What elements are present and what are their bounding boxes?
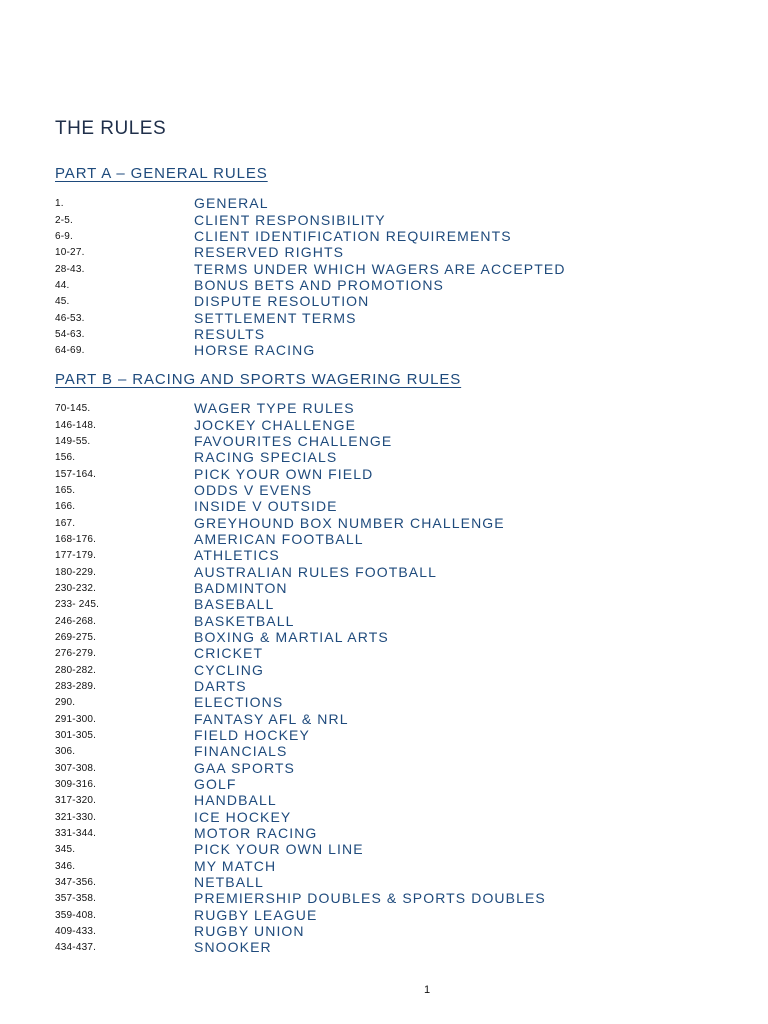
toc-entry-label[interactable]: CRICKET [194, 645, 264, 662]
toc-entry[interactable] [0, 449, 768, 465]
toc-entry-label[interactable]: MY MATCH [194, 857, 277, 874]
toc-entry[interactable] [0, 825, 768, 841]
toc-entry[interactable] [0, 874, 768, 890]
toc-entry-rule-numbers: 44. [55, 279, 70, 291]
toc-entry-label[interactable]: WAGER TYPE RULES [194, 400, 355, 417]
toc-entry-rule-numbers: 283-289. [55, 680, 97, 692]
toc-entry-label[interactable]: BOXING & MARTIAL ARTS [194, 628, 389, 645]
toc-entry-rule-numbers: 64-69. [55, 345, 85, 357]
toc-entry[interactable] [0, 400, 768, 416]
toc-entry[interactable] [0, 645, 768, 661]
toc-entry[interactable] [0, 482, 768, 498]
toc-entry[interactable] [0, 514, 768, 530]
toc-entry-label[interactable]: BADMINTON [194, 579, 288, 596]
toc-entry-label[interactable]: FANTASY AFL & NRL [194, 710, 349, 727]
toc-entry-rule-numbers: 306. [55, 746, 76, 758]
toc-entry-rule-numbers: 321-330. [55, 811, 97, 823]
toc-entry-rule-numbers: 177-179. [55, 550, 97, 562]
toc-entry-rule-numbers: 6-9. [55, 230, 74, 242]
toc-entry[interactable] [0, 710, 768, 726]
toc-entry-rule-numbers: 1. [55, 198, 64, 210]
toc-entry-rule-numbers: 233- 245. [55, 599, 100, 611]
toc-entry-rule-numbers: 276-279. [55, 648, 97, 660]
toc-entry-rule-numbers: 28-43. [55, 263, 85, 275]
toc-entry-rule-numbers: 280-282. [55, 664, 97, 676]
toc-entry[interactable] [0, 612, 768, 628]
toc-entry[interactable] [0, 776, 768, 792]
toc-entry-label[interactable]: ODDS V EVENS [194, 481, 313, 498]
toc-entry-label[interactable]: DISPUTE RESOLUTION [194, 293, 370, 310]
toc-entry-label[interactable]: CYCLING [194, 661, 264, 678]
toc-entry-label[interactable]: NETBALL [194, 873, 264, 890]
toc-entry[interactable] [0, 547, 768, 563]
toc-entry[interactable] [0, 531, 768, 547]
toc-entry-rule-numbers: 167. [55, 517, 76, 529]
toc-entry-rule-numbers: 46-53. [55, 312, 85, 324]
page-number: 1 [424, 984, 431, 996]
toc-entry-label[interactable]: RESERVED RIGHTS [194, 244, 345, 261]
toc-entry-label[interactable]: FINANCIALS [194, 743, 288, 760]
toc-entry-rule-numbers: 359-408. [55, 909, 97, 921]
toc-entry-rule-numbers: 2-5. [55, 214, 74, 226]
toc-entry[interactable] [0, 678, 768, 694]
toc-entry[interactable] [0, 792, 768, 808]
toc-entry-rule-numbers: 317-320. [55, 795, 97, 807]
toc-entry[interactable] [0, 890, 768, 906]
toc-entry-label[interactable]: ATHLETICS [194, 547, 280, 564]
toc-entry-rule-numbers: 168-176. [55, 533, 97, 545]
toc-entry[interactable] [0, 498, 768, 514]
toc-entry[interactable] [0, 759, 768, 775]
toc-entry-label[interactable]: TERMS UNDER WHICH WAGERS ARE ACCEPTED [194, 260, 566, 277]
part-b-heading[interactable]: PART B – RACING AND SPORTS WAGERING RULES [55, 371, 462, 388]
toc-entry-rule-numbers: 165. [55, 484, 76, 496]
toc-entry[interactable] [0, 244, 768, 260]
toc-entry[interactable] [0, 195, 768, 211]
toc-entry-rule-numbers: 156. [55, 452, 76, 464]
toc-entry-rule-numbers: 331-344. [55, 827, 97, 839]
toc-entry[interactable] [0, 727, 768, 743]
toc-entry[interactable] [0, 661, 768, 677]
toc-entry-rule-numbers: 166. [55, 501, 76, 513]
toc-entry-label[interactable]: GOLF [194, 775, 237, 792]
toc-entry-label[interactable]: FIELD HOCKEY [194, 726, 310, 743]
toc-entry[interactable] [0, 416, 768, 432]
toc-entry-label[interactable]: RACING SPECIALS [194, 449, 338, 466]
toc-entry-rule-numbers: 246-268. [55, 615, 97, 627]
toc-entry-rule-numbers: 45. [55, 296, 70, 308]
toc-entry-rule-numbers: 291-300. [55, 713, 97, 725]
toc-entry[interactable] [0, 694, 768, 710]
toc-entry[interactable] [0, 293, 768, 309]
toc-entry-label[interactable]: HORSE RACING [194, 342, 316, 359]
toc-entry[interactable] [0, 906, 768, 922]
toc-entry-rule-numbers: 345. [55, 844, 76, 856]
toc-entry-label[interactable]: JOCKEY CHALLENGE [194, 416, 357, 433]
toc-entry-label[interactable]: AMERICAN FOOTBALL [194, 530, 364, 547]
toc-entry-label[interactable]: RUGBY UNION [194, 922, 305, 939]
toc-entry[interactable] [0, 211, 768, 227]
toc-entry-label[interactable]: GAA SPORTS [194, 759, 295, 776]
toc-entry-rule-numbers: 269-275. [55, 631, 97, 643]
toc-entry-rule-numbers: 10-27. [55, 247, 85, 259]
toc-entry-rule-numbers: 301-305. [55, 729, 97, 741]
toc-entry[interactable] [0, 260, 768, 276]
toc-entry-rule-numbers: 54-63. [55, 328, 85, 340]
toc-entry[interactable] [0, 433, 768, 449]
toc-entry-label[interactable]: BASEBALL [194, 596, 275, 613]
toc-entry-rule-numbers: 146-148. [55, 419, 97, 431]
toc-entry-rule-numbers: 290. [55, 697, 76, 709]
toc-entry[interactable] [0, 743, 768, 759]
toc-entry-rule-numbers: 149-55. [55, 435, 91, 447]
toc-entry[interactable] [0, 563, 768, 579]
toc-entry-rule-numbers: 347-356. [55, 876, 97, 888]
toc-entry[interactable] [0, 580, 768, 596]
part-b-toc [0, 400, 768, 955]
part-a-toc [0, 195, 768, 358]
toc-entry[interactable] [0, 596, 768, 612]
toc-entry-rule-numbers: 357-358. [55, 893, 97, 905]
toc-entry-rule-numbers: 309-316. [55, 778, 97, 790]
toc-entry-label[interactable]: FAVOURITES CHALLENGE [194, 432, 393, 449]
toc-entry-rule-numbers: 180-229. [55, 566, 97, 578]
toc-entry-rule-numbers: 70-145. [55, 403, 91, 415]
toc-entry[interactable] [0, 857, 768, 873]
toc-entry[interactable] [0, 228, 768, 244]
toc-entry-label[interactable]: GREYHOUND BOX NUMBER CHALLENGE [194, 514, 505, 531]
toc-entry[interactable] [0, 342, 768, 358]
toc-entry[interactable] [0, 808, 768, 824]
toc-entry[interactable] [0, 841, 768, 857]
toc-entry[interactable] [0, 629, 768, 645]
toc-entry[interactable] [0, 923, 768, 939]
toc-entry-label[interactable]: HANDBALL [194, 792, 277, 809]
toc-entry-label[interactable]: RESULTS [194, 325, 266, 342]
toc-entry[interactable] [0, 465, 768, 481]
toc-entry-label[interactable]: PICK YOUR OWN FIELD [194, 465, 374, 482]
toc-entry-label[interactable]: BONUS BETS AND PROMOTIONS [194, 276, 444, 293]
toc-entry-label[interactable]: AUSTRALIAN RULES FOOTBALL [194, 563, 438, 580]
toc-entry-label[interactable]: GENERAL [194, 195, 269, 212]
toc-entry-label[interactable]: PREMIERSHIP DOUBLES & SPORTS DOUBLES [194, 890, 546, 907]
toc-entry-rule-numbers: 157-164. [55, 468, 97, 480]
toc-entry-label[interactable]: RUGBY LEAGUE [194, 906, 318, 923]
toc-entry-label[interactable]: PICK YOUR OWN LINE [194, 841, 364, 858]
toc-entry-label[interactable]: ICE HOCKEY [194, 808, 292, 825]
toc-entry-rule-numbers: 434-437. [55, 942, 97, 954]
toc-entry[interactable] [0, 309, 768, 325]
toc-entry-rule-numbers: 346. [55, 860, 76, 872]
toc-entry-label[interactable]: MOTOR RACING [194, 824, 318, 841]
toc-entry[interactable] [0, 277, 768, 293]
toc-entry[interactable] [0, 326, 768, 342]
toc-entry-label[interactable]: ELECTIONS [194, 694, 284, 711]
toc-entry-rule-numbers: 230-232. [55, 582, 97, 594]
toc-entry-label[interactable]: CLIENT IDENTIFICATION REQUIREMENTS [194, 227, 512, 244]
toc-entry-label[interactable]: INSIDE V OUTSIDE [194, 498, 338, 515]
toc-entry-label[interactable]: SETTLEMENT TERMS [194, 309, 357, 326]
toc-entry[interactable] [0, 939, 768, 955]
toc-entry-rule-numbers: 307-308. [55, 762, 97, 774]
toc-entry-rule-numbers: 409-433. [55, 925, 97, 937]
toc-entry-label[interactable]: BASKETBALL [194, 612, 295, 629]
document-title: THE RULES [55, 118, 167, 139]
toc-entry-label[interactable]: SNOOKER [194, 939, 272, 956]
toc-entry-label[interactable]: CLIENT RESPONSIBILITY [194, 211, 386, 228]
part-a-heading[interactable]: PART A – GENERAL RULES [55, 165, 268, 182]
toc-entry-label[interactable]: DARTS [194, 677, 247, 694]
